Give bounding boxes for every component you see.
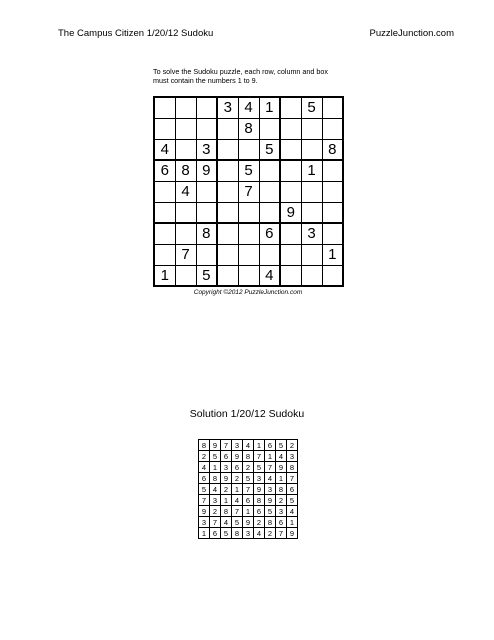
solution-cell: 5 — [254, 462, 265, 473]
solution-cell: 7 — [276, 528, 287, 539]
puzzle-cell — [217, 118, 238, 139]
puzzle-cell — [154, 244, 175, 265]
puzzle-cell: 4 — [238, 97, 259, 118]
solution-cell: 4 — [210, 484, 221, 495]
puzzle-row — [154, 265, 343, 286]
solution-cell: 4 — [221, 517, 232, 528]
solution-cell: 3 — [287, 451, 298, 462]
solution-cell: 7 — [265, 462, 276, 473]
solution-cell: 4 — [232, 495, 243, 506]
solution-cell: 7 — [221, 440, 232, 451]
solution-row — [199, 451, 298, 462]
solution-cell: 4 — [199, 462, 210, 473]
puzzle-cell: 3 — [217, 97, 238, 118]
solution-cell: 7 — [232, 506, 243, 517]
solution-row — [199, 440, 298, 451]
puzzle-cell — [217, 265, 238, 286]
solution-cell: 4 — [243, 440, 254, 451]
solution-cell: 8 — [276, 484, 287, 495]
solution-cell: 3 — [210, 495, 221, 506]
puzzle-cell: 6 — [154, 160, 175, 181]
puzzle-cell: 5 — [301, 97, 322, 118]
solution-cell: 5 — [210, 451, 221, 462]
puzzle-cell — [217, 160, 238, 181]
puzzle-row — [154, 160, 343, 181]
solution-cell: 8 — [232, 528, 243, 539]
solution-row — [199, 506, 298, 517]
puzzle-cell — [280, 97, 301, 118]
solution-cell: 7 — [287, 473, 298, 484]
puzzle-cell — [175, 139, 196, 160]
puzzle-cell — [280, 139, 301, 160]
puzzle-cell — [322, 202, 343, 223]
puzzle-row — [154, 139, 343, 160]
solution-cell: 8 — [254, 495, 265, 506]
puzzle-row — [154, 181, 343, 202]
solution-cell: 8 — [199, 440, 210, 451]
puzzle-cell — [154, 181, 175, 202]
puzzle-cell: 1 — [301, 160, 322, 181]
puzzle-cell — [280, 265, 301, 286]
puzzle-cell — [301, 139, 322, 160]
solution-cell: 6 — [210, 528, 221, 539]
solution-cell: 2 — [221, 484, 232, 495]
puzzle-cell — [280, 244, 301, 265]
solution-cell: 1 — [221, 495, 232, 506]
puzzle-cell — [175, 265, 196, 286]
solution-cell: 3 — [243, 528, 254, 539]
puzzle-cell — [301, 265, 322, 286]
solution-cell: 9 — [265, 495, 276, 506]
solution-cell: 7 — [199, 495, 210, 506]
puzzle-cell: 3 — [301, 223, 322, 244]
puzzle-cell: 8 — [175, 160, 196, 181]
header-site: PuzzleJunction.com — [369, 28, 454, 39]
solution-cell: 3 — [265, 484, 276, 495]
solution-cell: 2 — [265, 528, 276, 539]
solution-cell: 4 — [265, 473, 276, 484]
solution-cell: 9 — [287, 528, 298, 539]
solution-cell: 1 — [287, 517, 298, 528]
solution-cell: 9 — [232, 451, 243, 462]
puzzle-cell — [322, 118, 343, 139]
puzzle-cell — [301, 244, 322, 265]
puzzle-cell: 1 — [259, 97, 280, 118]
puzzle-cell: 5 — [196, 265, 217, 286]
copyright: Copyright ©2012 PuzzleJunction.com — [193, 289, 303, 296]
solution-row — [199, 484, 298, 495]
solution-cell: 3 — [276, 506, 287, 517]
puzzle-cell — [259, 118, 280, 139]
puzzle-cell — [238, 265, 259, 286]
puzzle-cell — [217, 202, 238, 223]
puzzle-cell — [280, 160, 301, 181]
puzzle-row — [154, 202, 343, 223]
solution-cell: 9 — [243, 517, 254, 528]
solution-cell: 9 — [221, 473, 232, 484]
puzzle-cell: 4 — [154, 139, 175, 160]
solution-cell: 8 — [287, 462, 298, 473]
solution-cell: 5 — [265, 506, 276, 517]
solution-cell: 7 — [243, 484, 254, 495]
puzzle-cell — [196, 202, 217, 223]
solution-cell: 7 — [254, 451, 265, 462]
solution-cell: 1 — [265, 451, 276, 462]
solution-cell: 2 — [287, 440, 298, 451]
puzzle-cell: 8 — [238, 118, 259, 139]
solution-cell: 6 — [265, 440, 276, 451]
sudoku-solution-grid — [198, 439, 298, 539]
solution-cell: 2 — [254, 517, 265, 528]
solution-cell: 6 — [254, 506, 265, 517]
solution-cell: 4 — [254, 528, 265, 539]
solution-cell: 6 — [221, 451, 232, 462]
puzzle-cell: 7 — [238, 181, 259, 202]
solution-cell: 1 — [210, 462, 221, 473]
solution-cell: 5 — [243, 473, 254, 484]
solution-cell: 3 — [254, 473, 265, 484]
puzzle-cell — [217, 244, 238, 265]
puzzle-cell — [280, 181, 301, 202]
solution-cell: 5 — [232, 517, 243, 528]
puzzle-cell — [301, 118, 322, 139]
puzzle-cell: 1 — [322, 244, 343, 265]
solution-cell: 6 — [276, 517, 287, 528]
solution-cell: 7 — [210, 517, 221, 528]
puzzle-cell — [175, 97, 196, 118]
puzzle-cell — [196, 118, 217, 139]
solution-cell: 5 — [199, 484, 210, 495]
puzzle-cell: 8 — [196, 223, 217, 244]
puzzle-cell: 4 — [175, 181, 196, 202]
puzzle-cell — [217, 223, 238, 244]
puzzle-cell — [175, 202, 196, 223]
solution-cell: 3 — [232, 440, 243, 451]
puzzle-cell: 8 — [322, 139, 343, 160]
puzzle-cell — [154, 118, 175, 139]
puzzle-cell — [196, 244, 217, 265]
puzzle-cell — [238, 202, 259, 223]
puzzle-cell — [322, 97, 343, 118]
puzzle-cell — [322, 160, 343, 181]
solution-cell: 3 — [221, 462, 232, 473]
solution-title: Solution 1/20/12 Sudoku — [189, 408, 305, 420]
solution-cell: 6 — [232, 462, 243, 473]
puzzle-cell — [322, 223, 343, 244]
puzzle-cell — [280, 118, 301, 139]
solution-cell: 1 — [199, 528, 210, 539]
puzzle-cell — [196, 181, 217, 202]
puzzle-cell — [196, 97, 217, 118]
puzzle-cell: 6 — [259, 223, 280, 244]
puzzle-cell — [280, 223, 301, 244]
puzzle-cell: 5 — [238, 160, 259, 181]
puzzle-cell — [238, 244, 259, 265]
puzzle-cell — [259, 244, 280, 265]
solution-cell: 9 — [254, 484, 265, 495]
solution-cell: 2 — [210, 506, 221, 517]
puzzle-row — [154, 223, 343, 244]
puzzle-cell: 7 — [175, 244, 196, 265]
solution-cell: 8 — [243, 451, 254, 462]
solution-cell: 5 — [276, 440, 287, 451]
puzzle-cell — [154, 223, 175, 244]
puzzle-cell — [154, 202, 175, 223]
puzzle-cell: 9 — [196, 160, 217, 181]
solution-cell: 6 — [243, 495, 254, 506]
solution-row — [199, 495, 298, 506]
solution-cell: 8 — [221, 506, 232, 517]
puzzle-cell — [238, 139, 259, 160]
solution-cell: 2 — [276, 495, 287, 506]
solution-cell: 8 — [265, 517, 276, 528]
solution-cell: 5 — [221, 528, 232, 539]
puzzle-cell — [259, 202, 280, 223]
solution-cell: 3 — [199, 517, 210, 528]
puzzle-cell — [154, 97, 175, 118]
solution-cell: 1 — [243, 506, 254, 517]
solution-cell: 2 — [232, 473, 243, 484]
solution-cell: 2 — [243, 462, 254, 473]
puzzle-cell — [217, 139, 238, 160]
solution-cell: 1 — [276, 473, 287, 484]
solution-cell: 5 — [287, 495, 298, 506]
solution-cell: 4 — [287, 506, 298, 517]
solution-cell: 8 — [210, 473, 221, 484]
puzzle-cell — [301, 202, 322, 223]
puzzle-cell: 5 — [259, 139, 280, 160]
puzzle-row — [154, 118, 343, 139]
solution-cell: 6 — [199, 473, 210, 484]
solution-row — [199, 462, 298, 473]
sudoku-puzzle-grid — [153, 96, 344, 287]
solution-cell: 9 — [210, 440, 221, 451]
solution-cell: 1 — [254, 440, 265, 451]
puzzle-cell: 9 — [280, 202, 301, 223]
solution-cell: 2 — [199, 451, 210, 462]
solution-cell: 9 — [276, 462, 287, 473]
puzzle-cell: 1 — [154, 265, 175, 286]
puzzle-row — [154, 244, 343, 265]
solution-cell: 9 — [199, 506, 210, 517]
puzzle-cell — [259, 160, 280, 181]
solution-row — [199, 473, 298, 484]
solution-row — [199, 517, 298, 528]
puzzle-cell: 4 — [259, 265, 280, 286]
solution-cell: 4 — [276, 451, 287, 462]
puzzle-cell — [175, 118, 196, 139]
puzzle-cell — [322, 181, 343, 202]
solution-row — [199, 528, 298, 539]
puzzle-cell — [238, 223, 259, 244]
puzzle-row — [154, 97, 343, 118]
puzzle-cell — [259, 181, 280, 202]
puzzle-cell — [217, 181, 238, 202]
header-title: The Campus Citizen 1/20/12 Sudoku — [58, 28, 214, 39]
puzzle-cell — [301, 181, 322, 202]
puzzle-cell — [175, 223, 196, 244]
solution-cell: 6 — [287, 484, 298, 495]
solution-cell: 1 — [232, 484, 243, 495]
puzzle-cell — [322, 265, 343, 286]
puzzle-cell: 3 — [196, 139, 217, 160]
instructions: To solve the Sudoku puzzle, each row, column and box must contain the numbers 1 to 9. — [153, 67, 329, 85]
